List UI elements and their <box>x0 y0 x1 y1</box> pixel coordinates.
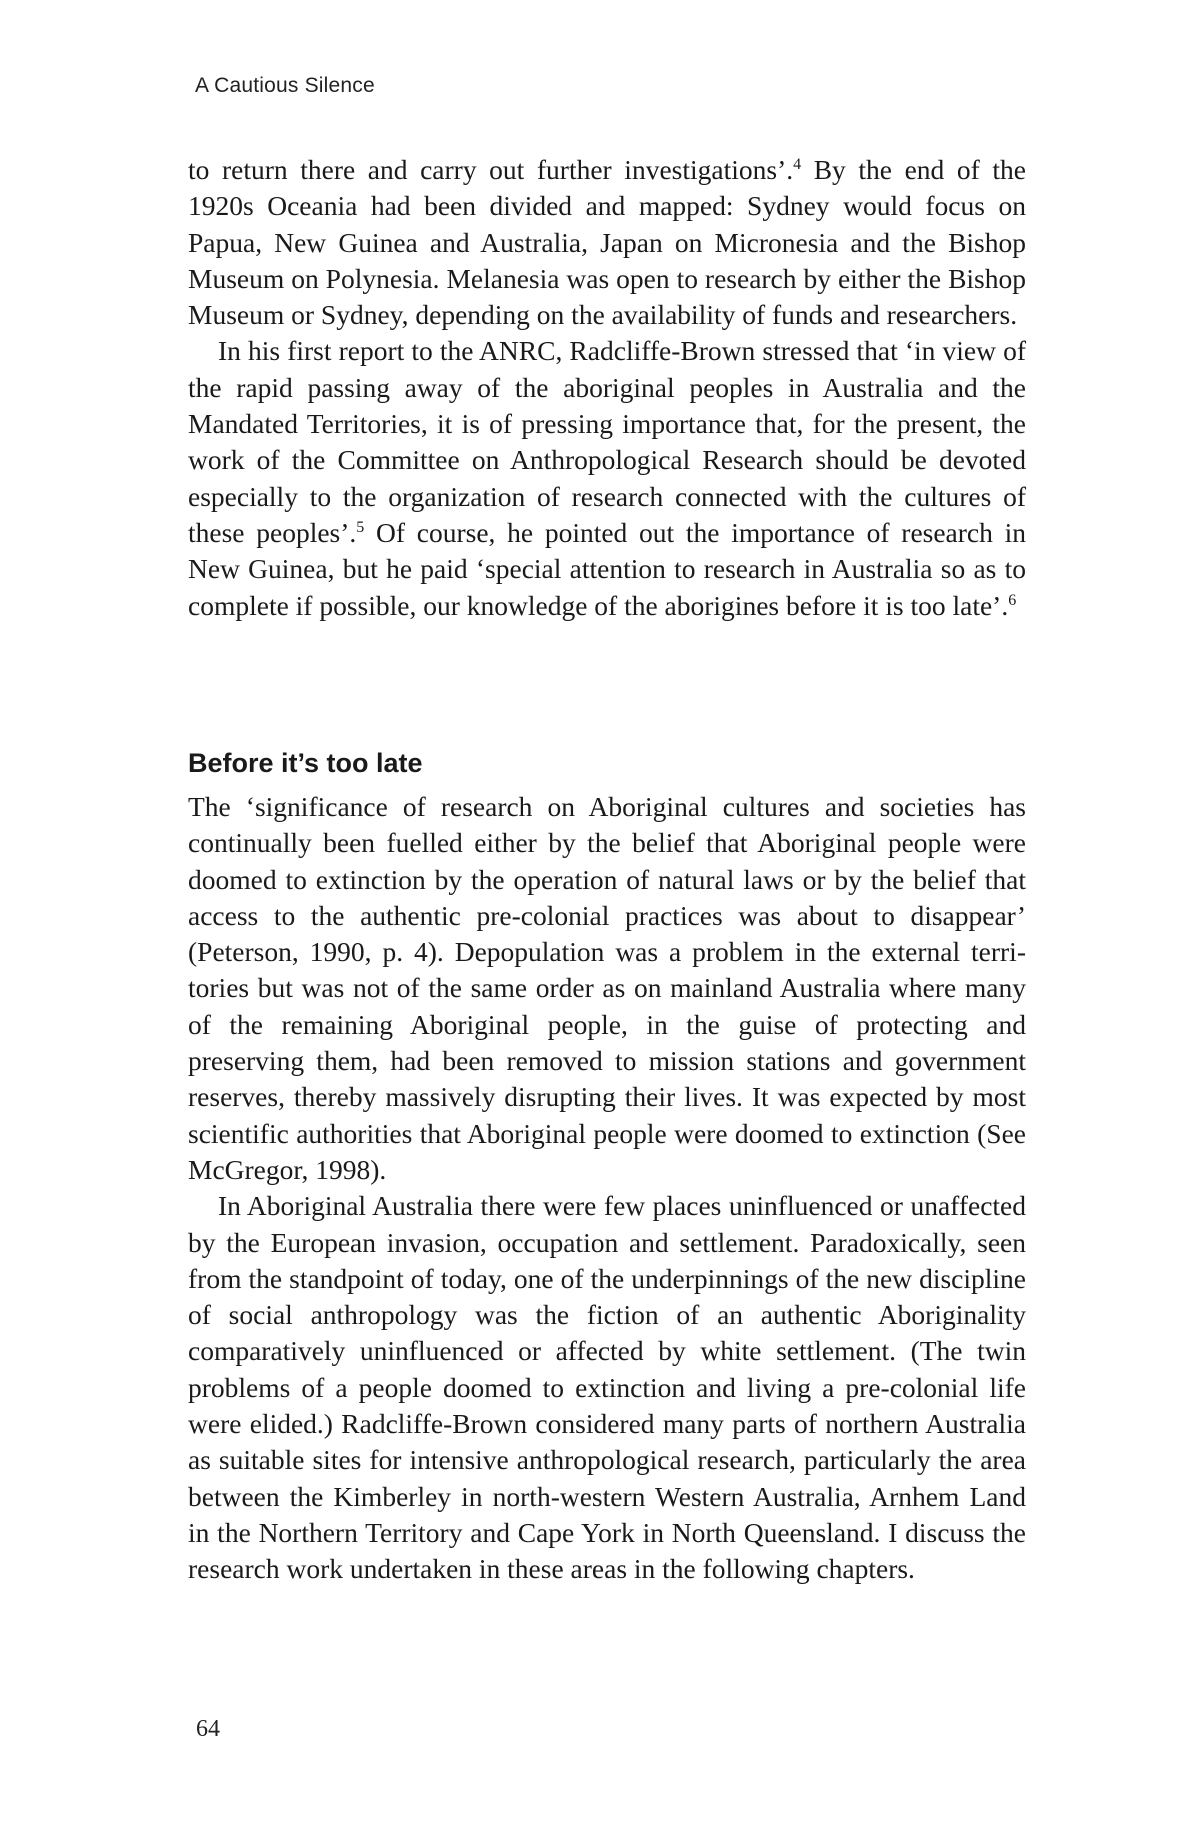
section-heading: Before it’s too late <box>188 748 423 778</box>
paragraph-text: In his first report to the ANRC, Radcliffe-Brown stressed that ‘in view of the rapid passing away of the aboriginal peoples in Australia and the Mandated Territories, it is of pressing importance that, for the present, the work of the Committee on Anthropological Research should be devoted especially to the organization of research connected with the cultures of these peoples’. <box>188 335 1026 548</box>
paragraph: The ‘significance of research on Aboriginal cultures and societies has continually been fuelled either by the belief that Aboriginal people were doomed to extinction by the operation of natural laws or by the belief that access to the authentic pre-colonial practices was about to disappear’ (Peterson, 1990, p. 4). Depopulation was a problem in the external territories but was not of the same order as on mainland Australia where many of the remaining Aboriginal people, in the guise of protecting and preserving them, had been removed to mission stations and government reserves, thereby massively disrupting their lives. It was expected by most scientific authorities that Aboriginal people were doomed to extinction (See McGregor, 1998). <box>188 791 1026 1185</box>
section-body-2 <box>188 789 1026 1588</box>
paragraph: In Aboriginal Australia there were few places uninfluenced or unaffected by the European invasion, occupation and settlement. Paradoxically, seen from the standpoint of today, one of the underpinnings of the new discipline of social anthropology was the fiction of an authentic Aboriginality comparatively uninfluenced or affected by white settlement. (The twin problems of a people doomed to extinction and living a pre-colonial life were elided.) Radcliffe-Brown considered many parts of northern Australia as suitable sites for intensive anthropological research, particularly the area between the Kimberley in north-western Western Australia, Arnhem Land in the Northern Territory and Cape York in North Queensland. I discuss the research work undertaken in these areas in the following chapters. <box>188 1190 1026 1585</box>
paragraph-continued <box>188 152 1026 333</box>
footnote-ref: 6 <box>1008 591 1017 609</box>
paragraph-text: to return there and carry out further investigations’. <box>188 154 794 185</box>
section-body-1 <box>188 152 1026 624</box>
footnote-ref: 5 <box>356 518 365 536</box>
page-number: 64 <box>196 1716 220 1742</box>
paragraph-text: By the end of the 1920s Oceania had been divided and mapped: Sydney would focus on Papua, New Guinea and Australia, Japan on Micronesia and the Bishop Museum on Polynesia. Melanesia was open to research by either the Bishop Museum or Sydney, depending on the availability of funds and researchers. <box>188 154 1026 331</box>
footnote-ref: 4 <box>793 156 802 173</box>
paragraph-text: Of course, he pointed out the importance of research in New Guinea, but he paid ‘special attention to research in Australia so as to complete if possible, our knowledge of the aborigines before it is too late’. <box>188 516 1026 621</box>
paragraph <box>188 333 1026 623</box>
running-head: A Cautious Silence <box>195 74 375 97</box>
